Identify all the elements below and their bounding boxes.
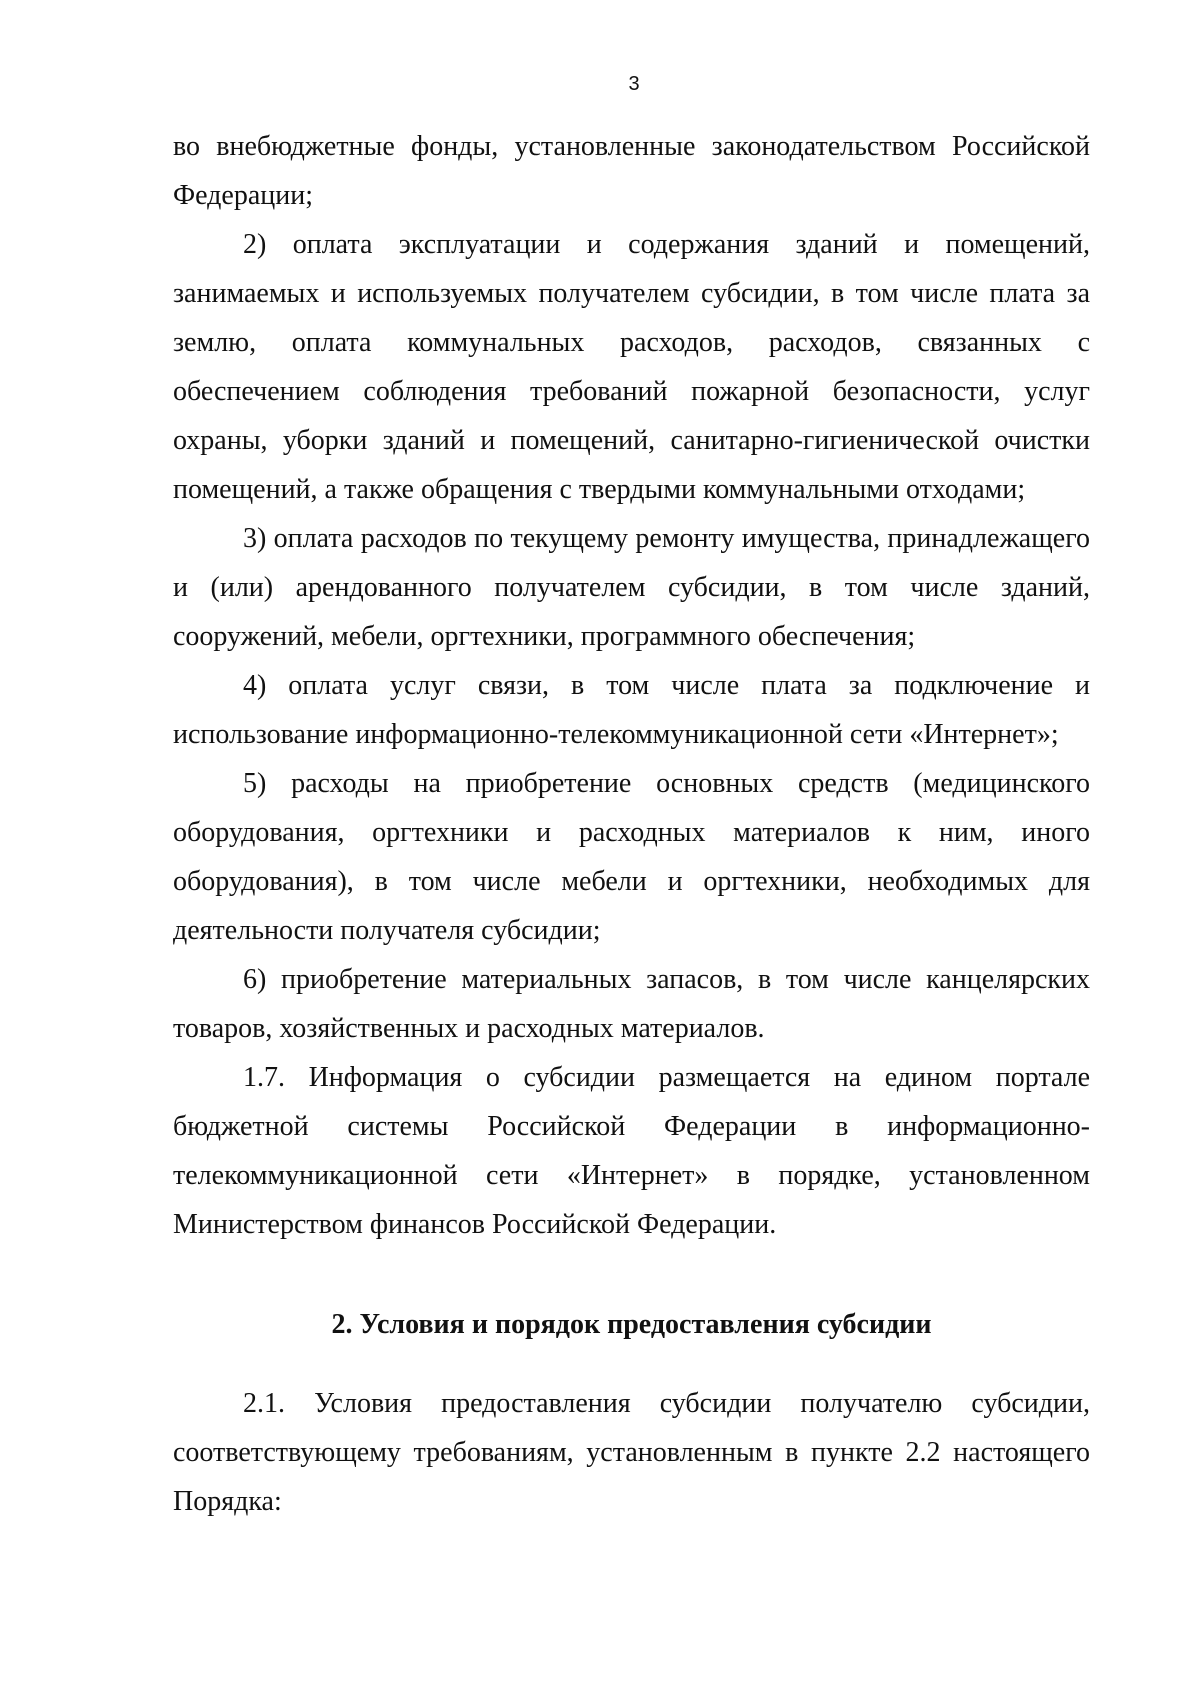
paragraph-item-6: 6) приобретение материальных запасов, в том числе канцелярских товаров, хозяйственных и расходных материалов. [173,964,1090,1044]
paragraph-item-3: 3) оплата расходов по текущему ремонту имущества, принадлежащего и (или) арендованного получателем субсидии, в том числе зданий, сооружений, мебели, оргтехники, программного обеспечения; [173,523,1090,652]
document-body [173,122,1090,1526]
paragraph-item-2: 2) оплата эксплуатации и содержания зданий и помещений, занимаемых и используемых получателем субсидии, в том числе плата за землю, оплата коммунальных расходов, расходов, связанных с обеспечением соблюдения требований пожарной безопасности, услуг охраны, уборки зданий и помещений, санитарно-гигиенической очистки помещений, а также обращения с твердыми коммунальными отходами; [173,229,1090,505]
paragraph-item-4: 4) оплата услуг связи, в том числе плата за подключение и использование информационно-телекоммуникационной сети «Интернет»; [173,670,1090,750]
page-number: 3 [628,73,640,95]
paragraph-clause-1-7: 1.7. Информация о субсидии размещается на едином портале бюджетной системы Российской Федерации в информационно-телекоммуникационной сети «Интернет» в порядке, установленном Министерством финансов Российской Федерации. [173,1062,1090,1240]
paragraph-item-5: 5) расходы на приобретение основных средств (медицинского оборудования, оргтехники и расходных материалов к ним, иного оборудования), в том числе мебели и оргтехники, необходимых для деятельности получателя субсидии; [173,768,1090,946]
paragraph-continuation: во внебюджетные фонды, установленные законодательством Российской Федерации; [173,131,1090,211]
paragraph-clause-2-1: 2.1. Условия предоставления субсидии получателю субсидии, соответствующему требованиям, установленным в пункте 2.2 настоящего Порядка: [173,1388,1090,1517]
section-heading: 2. Условия и порядок предоставления субсидии [331,1309,932,1340]
